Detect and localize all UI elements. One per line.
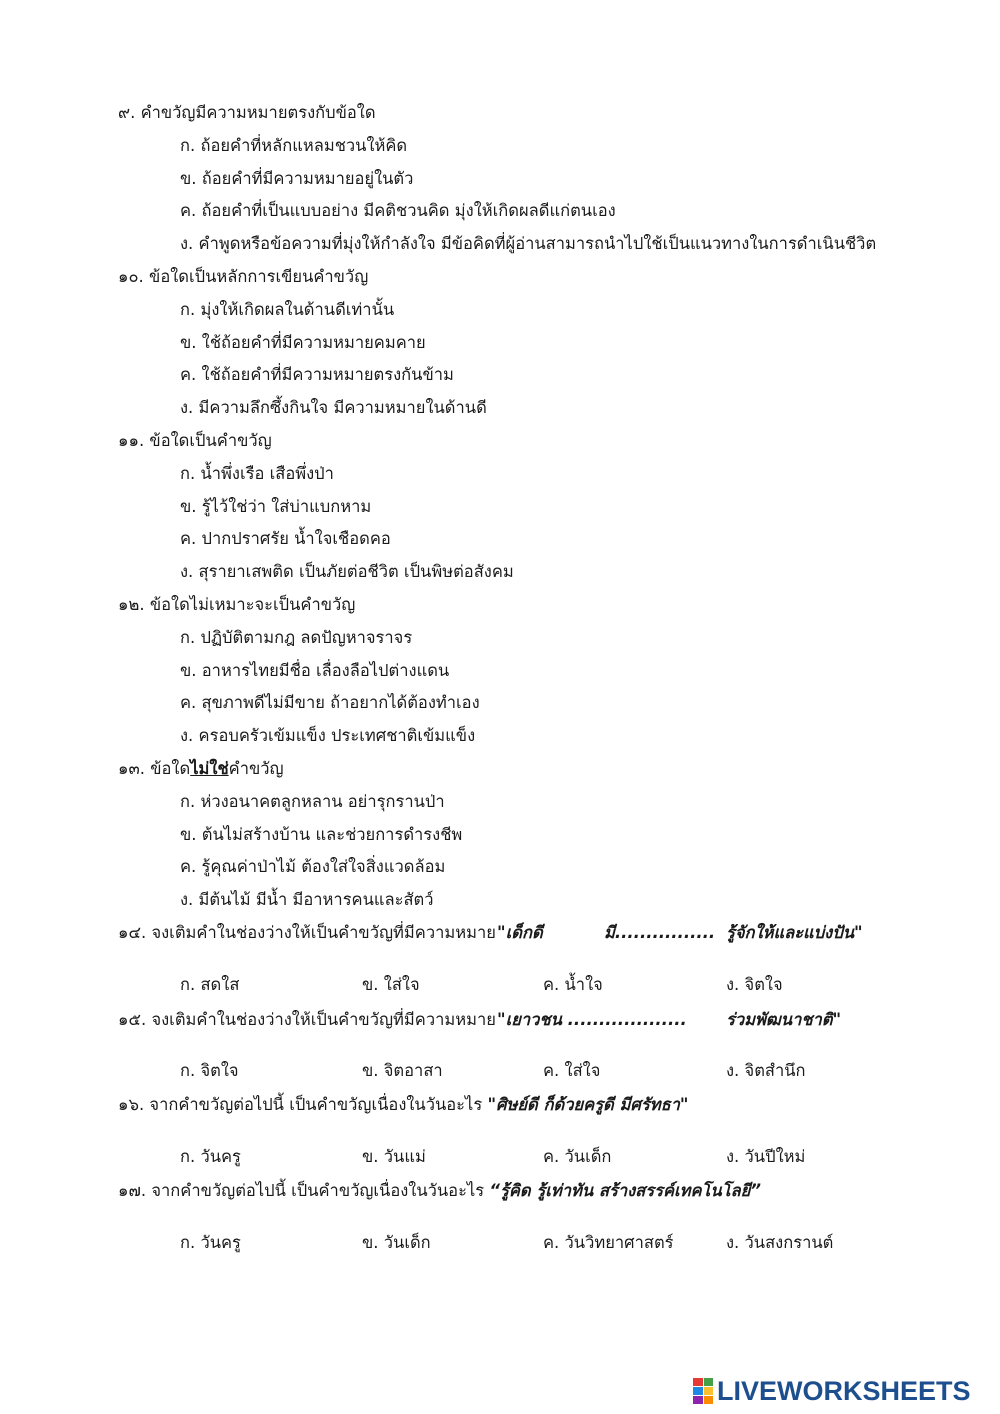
choice: ค. ใส่ใจ — [543, 1061, 601, 1080]
question-17 — [118, 1179, 761, 1203]
question-13 — [118, 757, 284, 781]
option: ง. สุรายาเสพติด เป็นภัยต่อชีวิต เป็นพิษต่อสังคม — [180, 562, 514, 581]
choice: ค. น้ำใจ — [543, 975, 603, 994]
question-12: ๑๒. ข้อใดไม่เหมาะจะเป็นคำขวัญ — [118, 595, 356, 614]
slogan-quote: "ศิษย์ดี ก็ด้วยครูดี มีศรัทธา" — [487, 1095, 689, 1114]
choice: ข. วันเด็ก — [362, 1233, 431, 1252]
choice: ง. วันสงกรานต์ — [726, 1233, 834, 1252]
question-11: ๑๑. ข้อใดเป็นคำขวัญ — [118, 431, 272, 450]
choice: ง. วันปีใหม่ — [726, 1147, 806, 1166]
option: ก. ห่วงอนาคตลูกหลาน อย่ารุกรานป่า — [180, 792, 445, 811]
option: ง. มีความลึกซึ้งกินใจ มีความหมายในด้านดี — [180, 398, 487, 417]
option: ง. ครอบครัวเข้มแข็ง ประเทศชาติเข้มแข็ง — [180, 726, 476, 745]
option: ค. ปากปราศรัย น้ำใจเชือดคอ — [180, 529, 391, 548]
question-9: ๙. คำขวัญมีความหมายตรงกับข้อใด — [118, 103, 376, 122]
choice: ข. ใส่ใจ — [362, 975, 420, 994]
choice: ง. จิตใจ — [726, 975, 783, 994]
choice: ก. วันครู — [180, 1147, 241, 1166]
brand-name: LIVEWORKSHEETS — [717, 1375, 971, 1406]
slogan-part: รู้จักให้และแบ่งปัน" — [726, 923, 863, 942]
choice: ก. วันครู — [180, 1233, 241, 1252]
option: ก. ปฏิบัติตามกฎ ลดปัญหาจราจร — [180, 628, 413, 647]
option: ก. ถ้อยคำที่หลักแหลมชวนให้คิด — [180, 136, 408, 155]
slogan-blank: มี................ — [604, 923, 716, 942]
choice: ค. วันวิทยาศาสตร์ — [543, 1233, 674, 1252]
question-text: ๑๖. จากคำขวัญต่อไปนี้ เป็นคำขวัญเนื่องในวันอะไร — [118, 1095, 483, 1114]
liveworksheets-logo[interactable] — [693, 1377, 971, 1405]
choice: ง. จิตสำนึก — [726, 1061, 806, 1080]
question-14: ๑๔. จงเติมคำในช่องว่างให้เป็นคำขวัญที่มีความหมาย — [118, 923, 496, 942]
question-suffix: คำขวัญ — [228, 759, 284, 778]
question-16 — [118, 1093, 689, 1117]
question-15: ๑๕. จงเติมคำในช่องว่างให้เป็นคำขวัญที่มีความหมาย — [118, 1010, 496, 1029]
option: ข. ถ้อยคำที่มีความหมายอยู่ในตัว — [180, 169, 414, 188]
slogan-part: "เด็กดี — [497, 923, 543, 942]
option: ข. ต้นไม่สร้างบ้าน และช่วยการดำรงชีพ — [180, 825, 463, 844]
choice: ข. จิตอาสา — [362, 1061, 443, 1080]
question-text: ๑๗. จากคำขวัญต่อไปนี้ เป็นคำขวัญเนื่องในวันอะไร — [118, 1181, 485, 1200]
option: ข. ใช้ถ้อยคำที่มีความหมายคมคาย — [180, 333, 426, 352]
option: ก. มุ่งให้เกิดผลในด้านดีเท่านั้น — [180, 300, 395, 319]
option: ง. คำพูดหรือข้อความที่มุ่งให้กำลังใจ มีข้อคิดที่ผู้อ่านสามารถนำไปใช้เป็นแนวทางในการดำเนินชีวิต — [180, 234, 877, 253]
slogan-part: ร่วมพัฒนาชาติ" — [726, 1010, 842, 1029]
slogan-blank: "เยาวชน ................... — [497, 1010, 687, 1029]
option: ก. น้ำพึ่งเรือ เสือพึ่งป่า — [180, 464, 334, 483]
option: ค. ถ้อยคำที่เป็นแบบอย่าง มีคติชวนคิด มุ่งให้เกิดผลดีแก่ตนเอง — [180, 201, 616, 220]
choice: ข. วันแม่ — [362, 1147, 426, 1166]
choice: ก. สดใส — [180, 975, 240, 994]
option: ค. ใช้ถ้อยคำที่มีความหมายตรงกันข้าม — [180, 365, 454, 384]
choice: ก. จิตใจ — [180, 1061, 239, 1080]
option: ค. รู้คุณค่าป่าไม้ ต้องใส่ใจสิ่งแวดล้อม — [180, 857, 446, 876]
option: ง. มีต้นไม้ มีน้ำ มีอาหารคนและสัตว์ — [180, 890, 434, 909]
question-prefix: ๑๓. ข้อใด — [118, 759, 191, 778]
slogan-quote: “รู้คิด รู้เท่าทัน สร้างสรรค์เทคโนโลยี” — [489, 1181, 761, 1200]
option: ข. อาหารไทยมีชื่อ เลื่องลือไปต่างแดน — [180, 661, 450, 680]
option: ข. รู้ไว้ใช่ว่า ใส่บ่าแบกหาม — [180, 497, 372, 516]
question-emphasis: ไม่ใช่ — [190, 759, 229, 778]
option: ค. สุขภาพดีไม่มีขาย ถ้าอยากได้ต้องทำเอง — [180, 693, 480, 712]
logo-mark-icon — [693, 1378, 713, 1404]
question-10: ๑๐. ข้อใดเป็นหลักการเขียนคำขวัญ — [118, 267, 369, 286]
choice: ค. วันเด็ก — [543, 1147, 612, 1166]
